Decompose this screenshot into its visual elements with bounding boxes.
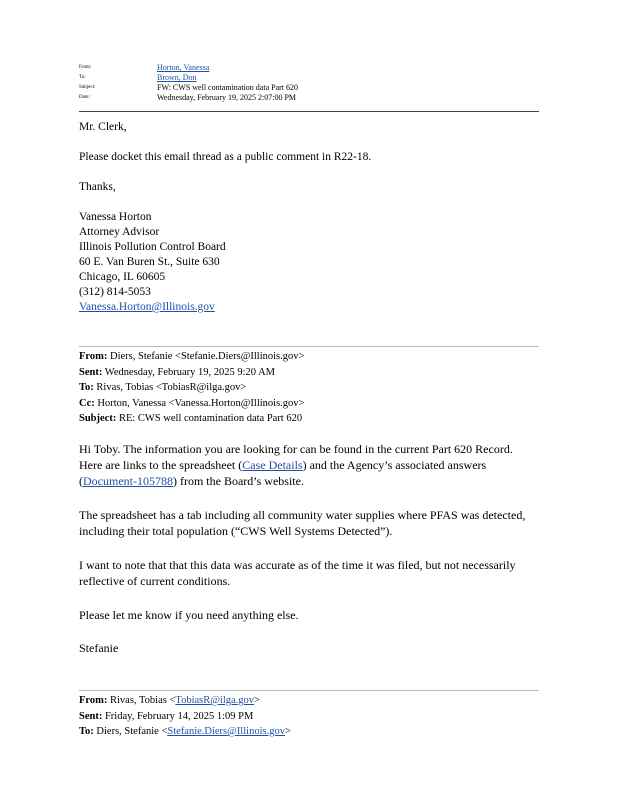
signature-name: Vanessa Horton: [79, 211, 152, 223]
signature-org: Illinois Pollution Control Board: [79, 241, 226, 253]
header-to-label: To:: [79, 75, 86, 80]
case-details-link[interactable]: Case Details: [242, 458, 303, 472]
message3-from-email-link[interactable]: TobiasR@ilga.gov: [175, 695, 255, 706]
message3-sent-label: Sent:: [79, 710, 103, 722]
signature-phone: (312) 814-5053: [79, 286, 151, 298]
message3-to-end: >: [284, 726, 291, 737]
header-from-link[interactable]: Horton, Vanessa: [157, 63, 210, 72]
message2-subject-row: [79, 411, 539, 427]
message3-header: [79, 693, 539, 740]
message2-to-label: To:: [79, 382, 94, 393]
message-divider-2: [79, 690, 539, 691]
header-subject-label: Subject:: [79, 85, 96, 90]
header-subject-value: FW: CWS well contamination data Part 620: [157, 83, 299, 92]
header-date-label: Date:: [79, 95, 90, 100]
message2-paragraph-3: I want to note that that this data was accurate as of the time it was filed, but not necessarily reflective of current conditions.: [79, 558, 516, 588]
header-date-value: Wednesday, February 19, 2025 2:07:00 PM: [157, 93, 297, 102]
message3-from-row: [79, 693, 539, 709]
message3-to-row: [79, 724, 539, 740]
message2-p1-text-b: ) and the Agency’s associated answers (: [79, 458, 487, 488]
signature-title: Attorney Advisor: [79, 226, 160, 238]
header-from-row: [79, 63, 539, 73]
message3-from-end: >: [254, 695, 260, 706]
message2-signoff: Stefanie: [79, 641, 119, 655]
signature-address2: Chicago, IL 60605: [79, 271, 166, 283]
message2-cc-label: Cc:: [79, 397, 95, 409]
message2-to-value: Rivas, Tobias <TobiasR@ilga.gov>: [96, 382, 247, 393]
document-link[interactable]: Document-105788: [83, 474, 173, 488]
message2-p1-text-a: Hi Toby. The information you are looking for can be found in the current Part 620 Record. Here are links to the spreadsheet (: [79, 442, 513, 472]
message3-from-name: Rivas, Tobias <: [110, 695, 176, 706]
message2-sent-value: Wednesday, February 19, 2025 9:20 AM: [104, 366, 276, 378]
header-to-link[interactable]: Brown, Don: [157, 73, 197, 82]
message-divider-1: [79, 346, 539, 347]
message2-cc-value: Horton, Vanessa <Vanessa.Horton@Illinois.gov>: [97, 397, 305, 409]
message1-closing: Thanks,: [79, 181, 116, 193]
message3-to-email-link[interactable]: Stefanie.Diers@Illinois.gov: [167, 726, 285, 737]
message2-from-row: [79, 349, 539, 365]
header-date-row: [79, 93, 539, 103]
message2-paragraph-4: Please let me know if you need anything else.: [79, 608, 299, 622]
message1-body: Please docket this email thread as a public comment in R22-18.: [79, 151, 372, 163]
signature-block: [79, 210, 529, 315]
message2-sent-label: Sent:: [79, 366, 103, 378]
message2-from-value: Diers, Stefanie <Stefanie.Diers@Illinois.gov>: [110, 351, 305, 362]
header-to-row: [79, 73, 539, 83]
message2-sent-row: [79, 365, 539, 381]
message1-greeting: Mr. Clerk,: [79, 121, 127, 133]
header-subject-row: [79, 83, 539, 93]
message3-to-name: Diers, Stefanie <: [96, 726, 168, 737]
message3-from-label: From:: [79, 695, 108, 706]
message2-subject-value: RE: CWS well contamination data Part 620: [118, 413, 303, 424]
signature-address1: 60 E. Van Buren St., Suite 630: [79, 256, 220, 268]
email-header: [79, 63, 539, 103]
message2-header: [79, 349, 539, 427]
message2-paragraph-2: The spreadsheet has a tab including all community water supplies where PFAS was detected, including their total population (“CWS Well Systems Detected”).: [79, 508, 526, 538]
message3-to-label: To:: [79, 726, 94, 737]
header-divider: [79, 111, 539, 112]
message2-p1-text-c: ) from the Board’s website.: [172, 474, 304, 488]
message2-to-row: [79, 380, 539, 396]
message2-subject-label: Subject:: [79, 413, 117, 424]
message2-cc-row: [79, 396, 539, 412]
header-from-label: From:: [79, 65, 92, 70]
message2-paragraph-1: [79, 441, 534, 489]
message2-from-label: From:: [79, 351, 108, 362]
message3-sent-row: [79, 709, 539, 725]
message3-sent-value: Friday, February 14, 2025 1:09 PM: [104, 710, 254, 722]
signature-email-link[interactable]: Vanessa.Horton@Illinois.gov: [79, 301, 215, 313]
